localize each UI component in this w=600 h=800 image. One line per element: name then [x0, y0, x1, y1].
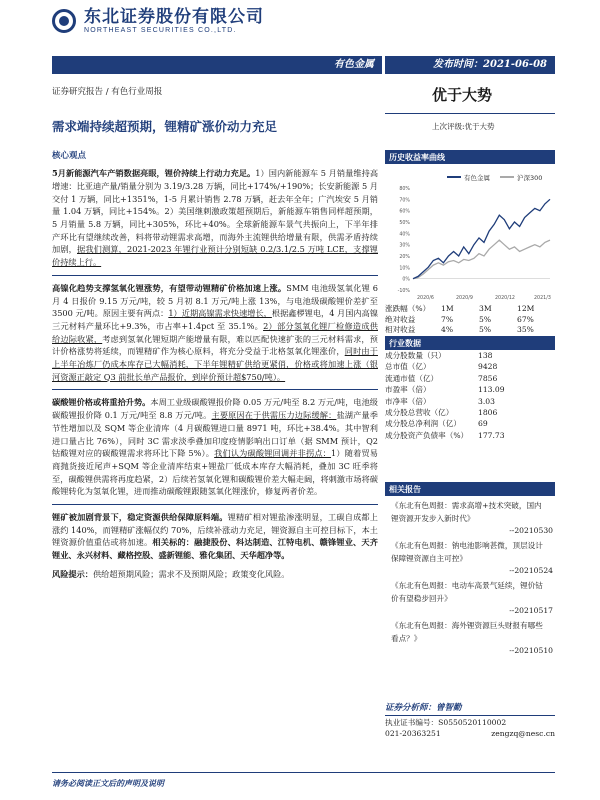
y-tick-label: 70%	[399, 198, 410, 204]
related-reports	[385, 482, 555, 656]
perf-cell: 7%	[441, 314, 454, 324]
stat-value: 138	[478, 351, 493, 360]
perf-col-12m: 12M	[517, 304, 535, 313]
paragraph-1	[52, 167, 378, 269]
sidebar	[385, 150, 555, 336]
paragraph-1-lead: 5月新能源汽车产销数据亮眼，锂价持续上行动力充足。	[52, 168, 256, 179]
y-tick-label: 60%	[399, 209, 410, 215]
paragraph-2-reason-2: 2）部分氢氧化锂厂检修造成供给边际收紧，	[52, 320, 378, 344]
perf-cell: 5%	[479, 314, 492, 324]
table-row	[385, 384, 555, 395]
stat-label: 成分股数量（只）	[385, 351, 446, 360]
paragraph-3-reason: 主要原因在于供需压力边际缓解：	[211, 410, 337, 421]
analyst-info	[385, 702, 555, 739]
y-tick-label: 20%	[399, 255, 410, 260]
analyst-cert: 执业证书编号：S0550520110002	[385, 718, 507, 728]
paragraph-1-body: 1）国内新能源车 5 月销量维持高增速：比亚迪产量/销量分别为 3.19/3.28 万辆，同比+174%/+190%；长安新能源 5 月交付 1 万辆，同比+1351%，1-5 月累计销售 2.78 万辆，赶去年全年；广汽埃安 5 月销量 1.04 万辆，同比+154%。2）美国继刺激政策超预期后，新能源车销售同样超预期，5 月销量 5.8 万辆，同比+305%，环比+40%。全球新能源车景气共振向上，下半年排产环比有望继续改善，料将带动锂需求高增，而海外主流锂供给增量有限，供需矛盾持续加剧，	[52, 168, 379, 255]
y-tick-label: -10%	[397, 289, 410, 294]
paragraph-3-lead: 碳酸锂价格或将重拾升势。	[52, 397, 151, 408]
perf-cell: 35%	[517, 325, 534, 334]
paragraph-4-lead: 锂矿被加剧背景下，稳定资源供给保障原料端。	[52, 512, 228, 523]
y-tick-label: 10%	[399, 266, 410, 272]
related-report-link[interactable]: 《东北有色周报：钠电池影响甚微，顶层设计保障锂资源自主可控》	[391, 541, 543, 563]
footer-disclaimer: 请务必阅读正文后的声明及说明	[52, 772, 555, 789]
stat-label: 成分股资产负债率（%）	[385, 430, 469, 440]
perf-row-label: 绝对收益	[385, 314, 416, 324]
performance-header	[385, 304, 555, 315]
x-tick-label: 2021/3	[534, 296, 551, 301]
stat-value: 9428	[478, 362, 498, 372]
y-tick-label: 0%	[402, 277, 410, 283]
paragraph-1-forecast: 据我们测算，2021-2023 年锂行业预计分别短缺 0.2/3.1/2.5 万吨 LCE，支撑锂价持续上行。	[52, 244, 378, 268]
related-report-date: --20210530	[509, 526, 553, 535]
related-report-date: --20210517	[509, 606, 553, 615]
company-name-cn: 东北证券股份有限公司	[84, 7, 264, 27]
y-tick-label: 80%	[399, 187, 410, 192]
paragraph-2-detail-2: 考虑到氢氧化锂短期产能增量有限，难以匹配快速扩张的三元材料需求，预计价格涨势将延续，而锂精矿作为核心原料，将充分受益于北格氢氧化锂涨价，	[52, 333, 378, 357]
performance-table	[385, 304, 555, 336]
industry-title: 行业数据	[385, 336, 555, 350]
sector-bar	[52, 56, 382, 74]
publish-time: 发布时间：2021-06-08	[433, 59, 547, 70]
perf-cell: 67%	[517, 314, 534, 324]
related-targets-label: 相关标的：	[152, 537, 195, 548]
analyst-phone: 021-20363251	[385, 729, 441, 739]
perf-row-label: 相对收益	[385, 325, 416, 334]
rating-divider	[385, 113, 555, 114]
divider	[52, 504, 378, 505]
analyst-email[interactable]: zengzq@nesc.cn	[491, 729, 555, 739]
paragraph-2-detail-1: 根据鑫椤锂电，4 月国内高镍三元材料产量环比+9.3%，市占率+1.4pct 至 35.1%。	[52, 308, 379, 331]
y-tick-label: 30%	[399, 243, 410, 249]
stat-label: 市净率（倍）	[385, 396, 431, 406]
x-tick-label: 2020/12	[495, 296, 515, 301]
perf-cell: 5%	[479, 325, 492, 334]
table-row	[385, 361, 555, 372]
related-targets: 融捷股份、科达制造、江特电机、赣锋锂业、天齐锂业、永兴材料、藏格控股、盛新锂能、雅化集团、天华超净等。	[52, 537, 378, 561]
related-report-link[interactable]: 《东北有色周报：需求高增+技术突破，国内锂资源开发步入新时代》	[391, 501, 542, 523]
paragraph-2-outlook: 同时由于上半年冶炼厂仍成本库存已大幅消耗，下半年锂精矿供给更紧俏，价格或将加速上涨（银河资源正敲定 Q3 前批长单产品报价，到岸价预计超$750/吨）。	[52, 346, 378, 382]
stat-label: 成分股总净利润（亿）	[385, 419, 461, 429]
rating: 优于大势	[432, 86, 493, 104]
publish-bar	[385, 56, 555, 74]
related-report-date: --20210524	[509, 566, 553, 575]
stat-value: 7856	[478, 373, 498, 383]
x-tick-label: 2020/6	[417, 296, 434, 301]
related-report-link[interactable]: 《东北有色周报：电动车高景气延续，锂价钴价有望稳步回升》	[391, 581, 543, 603]
industry-data	[385, 336, 555, 441]
table-row	[385, 315, 555, 326]
divider	[52, 275, 378, 276]
perf-col-1m: 1M	[441, 304, 454, 313]
analyst-contact-row	[385, 728, 555, 739]
y-tick-label: 50%	[399, 221, 410, 226]
paragraph-3-detail: 盐湖产量季节性增加以及 SQM 等企业清库（4 月碳酸锂进口量 8971 吨，环比+38.4%。其中智利进口量占比 76%），同时 3C 需求淡季叠加印度疫情影响出口订单（据 SMM 预计，Q2 钴酸锂对应的碳酸锂需求将环比下降 5%）。	[52, 410, 378, 459]
risk-warning	[52, 568, 378, 581]
stat-value: 3.03	[478, 396, 495, 406]
stat-value: 177.73	[478, 430, 505, 440]
paragraph-2	[52, 282, 378, 384]
divider	[52, 389, 378, 390]
main-content	[52, 150, 378, 587]
table-row	[385, 325, 555, 336]
analyst-title: 证券分析师：曾智勤	[385, 702, 555, 716]
table-row	[385, 350, 555, 361]
stat-label: 总市值（亿）	[385, 362, 431, 372]
company-logo	[52, 8, 264, 34]
previous-rating: 上次评级:优于大势	[432, 122, 495, 131]
legend-label-sector: 有色金属	[464, 174, 490, 182]
x-tick-label: 2020/9	[456, 296, 473, 301]
report-type: 证券研究报告 / 有色行业周报	[52, 87, 163, 97]
stat-label: 流通市值（亿）	[385, 373, 439, 383]
paragraph-3-body: 本周工业级碳酸锂报价降 0.05 万元/吨至 8.2 万元/吨，电池级碳酸锂报价降 0.1 万元/吨至 8.8 万元/吨。	[52, 397, 378, 421]
series-line-index	[413, 240, 550, 279]
related-title: 相关报告	[385, 482, 555, 496]
related-report-link[interactable]: 《东北有色周报：海外锂资源巨头财报有哪些看点？》	[391, 621, 543, 643]
sector-label: 有色金属	[334, 59, 374, 70]
table-row	[385, 430, 555, 441]
y-tick-label: 40%	[399, 232, 410, 238]
table-row	[385, 396, 555, 407]
perf-col-label: 涨跌幅（%）	[385, 304, 431, 313]
paragraph-3-view: 我们认为碳酸锂回调并非拐点：	[214, 448, 332, 459]
legend-label-index: 沪深300	[517, 174, 543, 182]
paragraph-2-body: SMM 电池级氢氧化锂 6 月 4 日报价 9.15 万元/吨，较 5 月初 8.1 万元/吨上涨 13%，与电池级碳酸锂价差扩至 3500 元/吨。原因主要有两点：	[52, 282, 378, 319]
trend-title: 历史收益率曲线	[385, 150, 555, 164]
paragraph-4-body: 锂精矿相对锂盐渗涨明显，工碳自成都上涨约 140%，而锂精矿涨幅仅约 70%，后续补涨动力充足，锂资源自主可控目标下，本土锂资源价值重估或将加速。	[52, 512, 378, 548]
risk-text: 供给超预期风险；需求不及预期风险；政策变化风险。	[92, 568, 290, 579]
paragraph-4	[52, 511, 378, 562]
related-report-date: --20210510	[509, 646, 553, 655]
report-title: 需求端持续超预期，锂精矿涨价动力充足	[52, 119, 278, 134]
series-line-sector	[413, 199, 550, 278]
company-logo-icon	[52, 9, 76, 33]
perf-col-3m: 3M	[479, 304, 492, 313]
core-label: 核心观点	[52, 151, 87, 161]
stat-value: 1806	[478, 408, 498, 418]
paragraph-3-analysis: 1）随着贸易商抛货接近尾声+SQM 等企业清库结束+锂盐厂低成本库存大幅消耗，叠加 3C 旺季将至，碳酸锂供需将再度趋紧，2）后续若氢氧化锂和碳酸锂价差大幅走阔，将刺激市场将碳酸锂转化为氢氧化锂，进而推动碳酸锂跟随氢氧化锂涨价，修复两者价差。	[52, 448, 378, 497]
company-name-en: NORTHEAST SECURITIES CO.,LTD.	[84, 26, 237, 34]
stat-label: 市盈率（倍）	[385, 385, 431, 395]
stat-value: 113.09	[478, 385, 505, 395]
stat-label: 成分股总营收（亿）	[385, 408, 454, 418]
return-chart-svg	[385, 164, 555, 304]
paragraph-2-lead: 高镍化趋势支撑氢氧化锂涨势，有望带动锂精矿价格加速上涨。	[52, 282, 287, 293]
perf-cell: 4%	[441, 325, 454, 334]
return-chart	[385, 164, 555, 304]
risk-label: 风险提示：	[52, 568, 93, 579]
table-row	[385, 418, 555, 429]
stat-value: 69	[478, 419, 488, 429]
table-row	[385, 407, 555, 418]
paragraph-2-reason-1: 1）近期高镍需求快速增长，	[168, 308, 272, 319]
table-row	[385, 373, 555, 384]
paragraph-3	[52, 396, 378, 498]
